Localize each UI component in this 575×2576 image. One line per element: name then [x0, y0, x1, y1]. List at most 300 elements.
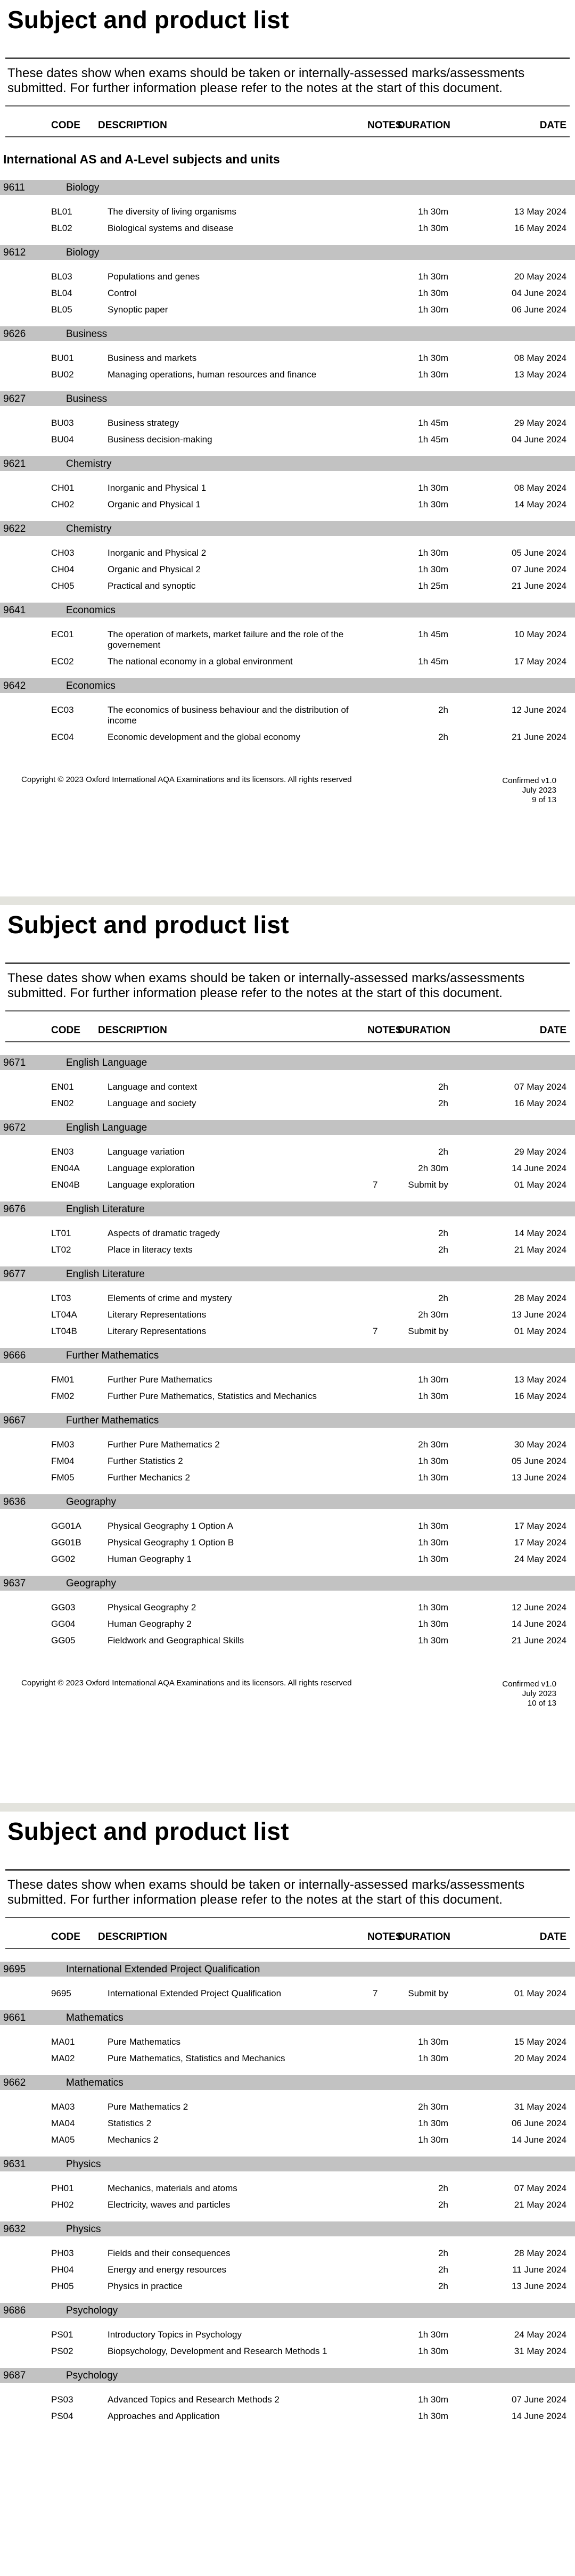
unit-description: Human Geography 1 [108, 1554, 192, 1564]
title-rule [5, 1869, 570, 1871]
unit-description: Inorganic and Physical 1 [108, 483, 207, 493]
subject-band [0, 456, 575, 471]
unit-duration: 1h 30m [418, 1375, 448, 1385]
unit-duration: 1h 30m [418, 1537, 448, 1548]
unit-date: 13 June 2024 [511, 1310, 566, 1320]
unit-code: LT04A [51, 1310, 77, 1320]
subject-band [0, 678, 575, 693]
unit-code: FM03 [51, 1439, 75, 1450]
unit-description: Pure Mathematics [108, 2037, 180, 2047]
unit-date: 30 May 2024 [514, 1439, 566, 1450]
unit-notes: 7 [373, 1326, 378, 1336]
unit-date: 16 May 2024 [514, 1098, 566, 1108]
page-number: 9 of 13 [532, 795, 556, 804]
unit-duration: 1h 30m [418, 2330, 448, 2340]
column-header-notes: NOTES [367, 1025, 402, 1036]
subject-name: Physics [66, 2159, 101, 2170]
unit-duration: 2h 30m [418, 1439, 448, 1450]
subject-name: Geography [66, 1578, 117, 1589]
unit-description: Mechanics, materials and atoms [108, 2183, 237, 2193]
column-header-date: DATE [539, 120, 566, 131]
unit-description: Further Pure Mathematics 2 [108, 1439, 220, 1450]
unit-date: 20 May 2024 [514, 2053, 566, 2063]
unit-description: Human Geography 2 [108, 1619, 192, 1629]
column-header-duration: DURATION [398, 120, 450, 131]
unit-date: 17 May 2024 [514, 656, 566, 666]
unit-description: Control [108, 288, 137, 298]
unit-duration: 2h [438, 705, 448, 715]
subject-band [0, 245, 575, 260]
unit-duration: 1h 45m [418, 629, 448, 639]
subject-code: 9667 [3, 1415, 26, 1426]
unit-code: BL01 [51, 207, 72, 217]
subject-code: 9627 [3, 393, 26, 405]
unit-description: Organic and Physical 1 [108, 499, 201, 509]
subject-code: 9636 [3, 1496, 26, 1508]
unit-duration: 1h 30m [418, 2346, 448, 2356]
unit-date: 17 May 2024 [514, 1537, 566, 1548]
unit-code: PS02 [51, 2346, 73, 2356]
unit-code: CH04 [51, 564, 75, 574]
unit-date: 15 May 2024 [514, 2037, 566, 2047]
unit-duration: 1h 30m [418, 1521, 448, 1531]
header-rule [5, 136, 570, 137]
subject-code: 9632 [3, 2224, 26, 2235]
subject-code: 9677 [3, 1269, 26, 1280]
unit-code: MA01 [51, 2037, 75, 2047]
unit-date: 16 May 2024 [514, 223, 566, 233]
unit-code: LT02 [51, 1245, 71, 1255]
intro-rule [5, 1010, 570, 1011]
column-header-description: DESCRIPTION [98, 1931, 167, 1943]
unit-duration: 1h 30m [418, 2135, 448, 2145]
unit-date: 31 May 2024 [514, 2102, 566, 2112]
unit-code: CH01 [51, 483, 75, 493]
header-rule [5, 1041, 570, 1042]
subject-name: Economics [66, 680, 116, 692]
intro-text: These dates show when exams should be taken or internally-assessed marks/assessments submitted. For further information please refer to the notes at the start of this document. [7, 971, 525, 1000]
unit-description: Further Statistics 2 [108, 1456, 183, 1466]
unit-date: 14 June 2024 [511, 2135, 566, 2145]
unit-date: 01 May 2024 [514, 1180, 566, 1190]
unit-description: The operation of markets, market failure and the role of the governement [108, 629, 344, 650]
unit-date: 13 June 2024 [511, 2281, 566, 2291]
unit-date: 31 May 2024 [514, 2346, 566, 2356]
unit-description: Fieldwork and Geographical Skills [108, 1635, 244, 1645]
column-header-code: CODE [51, 1025, 80, 1036]
unit-duration: 1h 30m [418, 1602, 448, 1612]
unit-code: EC03 [51, 705, 74, 715]
unit-duration: 1h 30m [418, 1635, 448, 1645]
subject-band [0, 180, 575, 195]
unit-code: EC02 [51, 656, 74, 666]
unit-description: Synoptic paper [108, 304, 168, 315]
subject-name: Mathematics [66, 2077, 124, 2088]
page [0, 0, 575, 896]
subject-code: 9687 [3, 2370, 26, 2381]
subject-name: English Literature [66, 1204, 145, 1215]
unit-description: Further Pure Mathematics, Statistics and Mechanics [108, 1391, 317, 1401]
subject-band [0, 1576, 575, 1591]
column-header-duration: DURATION [398, 1931, 450, 1943]
unit-code: EN02 [51, 1098, 74, 1108]
subject-name: Further Mathematics [66, 1415, 159, 1426]
subject-name: Physics [66, 2224, 101, 2235]
unit-date: 04 June 2024 [511, 288, 566, 298]
subject-band [0, 391, 575, 406]
subject-name: Psychology [66, 2370, 118, 2381]
unit-date: 05 June 2024 [511, 548, 566, 558]
unit-date: 13 May 2024 [514, 207, 566, 217]
subject-band [0, 1120, 575, 1135]
unit-code: BU03 [51, 418, 74, 428]
unit-description: Elements of crime and mystery [108, 1293, 232, 1303]
unit-duration: 1h 30m [418, 1472, 448, 1483]
unit-description: Inorganic and Physical 2 [108, 548, 207, 558]
unit-duration: 1h 30m [418, 207, 448, 217]
unit-code: GG03 [51, 1602, 76, 1612]
unit-description: Language and context [108, 1082, 198, 1092]
subject-code: 9662 [3, 2077, 26, 2088]
unit-code: FM04 [51, 1456, 75, 1466]
subject-name: English Language [66, 1057, 147, 1068]
subject-code: 9642 [3, 680, 26, 692]
subject-band [0, 326, 575, 341]
unit-duration: 1h 30m [418, 369, 448, 380]
unit-description: Aspects of dramatic tragedy [108, 1228, 220, 1238]
unit-date: 14 June 2024 [511, 1619, 566, 1629]
unit-date: 01 May 2024 [514, 1988, 566, 1998]
unit-duration: 2h [438, 1228, 448, 1238]
unit-duration: 2h [438, 1245, 448, 1255]
subject-code: 9686 [3, 2305, 26, 2316]
unit-code: CH05 [51, 581, 75, 591]
unit-description: Pure Mathematics 2 [108, 2102, 188, 2112]
unit-code: BL05 [51, 304, 72, 315]
column-header-notes: NOTES [367, 1931, 402, 1943]
unit-date: 12 June 2024 [511, 705, 566, 715]
unit-description: Language exploration [108, 1180, 195, 1190]
subject-band [0, 1348, 575, 1363]
subject-code: 9621 [3, 458, 26, 470]
subject-name: Further Mathematics [66, 1350, 159, 1361]
intro-text: These dates show when exams should be taken or internally-assessed marks/assessments submitted. For further information please refer to the notes at the start of this document. [7, 66, 525, 95]
subject-band [0, 2221, 575, 2236]
unit-code: PH02 [51, 2200, 74, 2210]
column-header-description: DESCRIPTION [98, 1025, 167, 1036]
unit-date: 08 May 2024 [514, 483, 566, 493]
unit-code: LT01 [51, 1228, 71, 1238]
page [0, 1812, 575, 2576]
unit-duration: 2h 30m [418, 1310, 448, 1320]
unit-date: 14 June 2024 [511, 2411, 566, 2421]
unit-description: Physics in practice [108, 2281, 183, 2291]
unit-code: PH01 [51, 2183, 74, 2193]
unit-description: Further Pure Mathematics [108, 1375, 212, 1385]
unit-duration: 2h [438, 2183, 448, 2193]
unit-date: 08 May 2024 [514, 353, 566, 363]
unit-code: GG01A [51, 1521, 81, 1531]
unit-description: Statistics 2 [108, 2118, 152, 2128]
unit-date: 13 May 2024 [514, 1375, 566, 1385]
unit-code: MA04 [51, 2118, 75, 2128]
unit-code: PH04 [51, 2265, 74, 2275]
unit-duration: 1h 30m [418, 548, 448, 558]
unit-description: Populations and genes [108, 271, 200, 282]
subject-band [0, 1055, 575, 1070]
page-gap [0, 1803, 575, 1812]
unit-code: BL04 [51, 288, 72, 298]
unit-duration: 2h [438, 1293, 448, 1303]
subject-name: International Extended Project Qualification [66, 1964, 260, 1975]
unit-date: 16 May 2024 [514, 1391, 566, 1401]
unit-date: 07 June 2024 [511, 564, 566, 574]
unit-code: EN01 [51, 1082, 74, 1092]
column-header-date: DATE [539, 1025, 566, 1036]
unit-date: 21 June 2024 [511, 581, 566, 591]
unit-duration: 1h 30m [418, 1456, 448, 1466]
unit-description: Electricity, waves and particles [108, 2200, 231, 2210]
unit-description: Place in literacy texts [108, 1245, 193, 1255]
unit-code: GG05 [51, 1635, 76, 1645]
unit-duration: 2h 30m [418, 1163, 448, 1173]
header-rule [5, 1948, 570, 1949]
unit-date: 07 June 2024 [511, 2394, 566, 2405]
unit-description: Advanced Topics and Research Methods 2 [108, 2394, 280, 2405]
unit-code: PH03 [51, 2248, 74, 2258]
unit-notes: 7 [373, 1988, 378, 1998]
subject-name: Economics [66, 605, 116, 616]
unit-description: Energy and energy resources [108, 2265, 227, 2275]
unit-description: Pure Mathematics, Statistics and Mechanics [108, 2053, 285, 2063]
confirmed-label: Confirmed v1.0 [502, 1680, 556, 1689]
unit-code: LT04B [51, 1326, 77, 1336]
unit-notes: 7 [373, 1180, 378, 1190]
unit-date: 01 May 2024 [514, 1326, 566, 1336]
unit-date: 13 June 2024 [511, 1472, 566, 1483]
unit-description: Literary Representations [108, 1310, 207, 1320]
subject-code: 9611 [3, 182, 25, 193]
subject-code: 9671 [3, 1057, 26, 1068]
subject-code: 9622 [3, 523, 26, 534]
unit-date: 05 June 2024 [511, 1456, 566, 1466]
unit-code: PS01 [51, 2330, 73, 2340]
page-title: Subject and product list [7, 6, 289, 34]
unit-description: The economics of business behaviour and the distribution of income [108, 705, 349, 726]
unit-duration: 1h 45m [418, 434, 448, 445]
subject-band [0, 1201, 575, 1216]
unit-description: Biopsychology, Development and Research Methods 1 [108, 2346, 327, 2356]
unit-duration: Submit by [408, 1988, 448, 1998]
intro-text: These dates show when exams should be taken or internally-assessed marks/assessments submitted. For further information please refer to the notes at the start of this document. [7, 1878, 525, 1907]
unit-date: 24 May 2024 [514, 1554, 566, 1564]
subject-name: Chemistry [66, 458, 112, 470]
unit-duration: 1h 30m [418, 353, 448, 363]
unit-date: 21 May 2024 [514, 1245, 566, 1255]
unit-description: Managing operations, human resources and finance [108, 369, 317, 380]
subject-code: 9676 [3, 1204, 26, 1215]
subject-band [0, 603, 575, 618]
unit-code: BU04 [51, 434, 74, 445]
unit-date: 10 May 2024 [514, 629, 566, 639]
unit-description: The national economy in a global environment [108, 656, 293, 666]
subject-code: 9641 [3, 605, 26, 616]
unit-date: 04 June 2024 [511, 434, 566, 445]
unit-date: 29 May 2024 [514, 418, 566, 428]
subject-code: 9661 [3, 2012, 26, 2023]
unit-date: 14 May 2024 [514, 499, 566, 509]
unit-description: Language and society [108, 1098, 196, 1108]
subject-name: Mathematics [66, 2012, 124, 2023]
unit-date: 06 June 2024 [511, 304, 566, 315]
unit-code: GG04 [51, 1619, 76, 1629]
subject-name: Psychology [66, 2305, 118, 2316]
unit-duration: 2h [438, 2281, 448, 2291]
unit-duration: 1h 45m [418, 656, 448, 666]
unit-code: EN04A [51, 1163, 80, 1173]
subject-band [0, 2368, 575, 2383]
unit-date: 06 June 2024 [511, 2118, 566, 2128]
unit-duration: 2h [438, 2265, 448, 2275]
column-header-description: DESCRIPTION [98, 120, 167, 131]
subject-code: 9631 [3, 2159, 26, 2170]
unit-date: 21 June 2024 [511, 1635, 566, 1645]
column-header-notes: NOTES [367, 120, 402, 131]
unit-duration: 1h 30m [418, 304, 448, 315]
unit-duration: 1h 30m [418, 564, 448, 574]
unit-code: EC01 [51, 629, 74, 639]
subject-band [0, 2010, 575, 2025]
subject-code: 9672 [3, 1122, 26, 1133]
unit-code: BU01 [51, 353, 74, 363]
unit-code: CH03 [51, 548, 75, 558]
unit-duration: 2h [438, 1082, 448, 1092]
subject-name: Business [66, 328, 108, 340]
unit-code: FM02 [51, 1391, 75, 1401]
unit-date: 11 June 2024 [512, 2265, 566, 2275]
subject-band [0, 1962, 575, 1977]
unit-duration: 1h 45m [418, 418, 448, 428]
unit-duration: 1h 30m [418, 1554, 448, 1564]
unit-duration: 2h [438, 2200, 448, 2210]
unit-code: 9695 [51, 1988, 71, 1998]
unit-code: MA05 [51, 2135, 75, 2145]
unit-duration: 2h [438, 1147, 448, 1157]
subject-band [0, 2075, 575, 2090]
column-header-date: DATE [539, 1931, 566, 1943]
unit-duration: 2h [438, 1098, 448, 1108]
unit-description: Language exploration [108, 1163, 195, 1173]
unit-duration: Submit by [408, 1180, 448, 1190]
footer-month: July 2023 [522, 1689, 556, 1698]
unit-date: 07 May 2024 [514, 2183, 566, 2193]
unit-code: PS03 [51, 2394, 73, 2405]
unit-description: Business and markets [108, 353, 197, 363]
unit-date: 21 June 2024 [511, 732, 566, 742]
unit-date: 12 June 2024 [511, 1602, 566, 1612]
unit-date: 28 May 2024 [514, 2248, 566, 2258]
subject-name: Biology [66, 247, 100, 258]
title-rule [5, 57, 570, 59]
subject-band [0, 1413, 575, 1428]
unit-duration: 1h 30m [418, 288, 448, 298]
intro-rule [5, 1917, 570, 1918]
unit-description: Practical and synoptic [108, 581, 196, 591]
unit-description: Business decision-making [108, 434, 212, 445]
unit-description: Biological systems and disease [108, 223, 234, 233]
unit-date: 20 May 2024 [514, 271, 566, 282]
unit-date: 24 May 2024 [514, 2330, 566, 2340]
subject-name: English Literature [66, 1269, 145, 1280]
unit-duration: 1h 25m [418, 581, 448, 591]
unit-duration: Submit by [408, 1326, 448, 1336]
subject-name: English Language [66, 1122, 147, 1133]
unit-duration: 1h 30m [418, 2037, 448, 2047]
page [0, 905, 575, 1803]
unit-code: PS04 [51, 2411, 73, 2421]
subject-code: 9626 [3, 328, 26, 340]
unit-date: 13 May 2024 [514, 369, 566, 380]
unit-duration: 1h 30m [418, 1391, 448, 1401]
subject-band [0, 1266, 575, 1281]
unit-duration: 1h 30m [418, 271, 448, 282]
unit-duration: 1h 30m [418, 2118, 448, 2128]
unit-code: FM05 [51, 1472, 75, 1483]
unit-date: 14 May 2024 [514, 1228, 566, 1238]
intro-rule [5, 105, 570, 106]
subject-code: 9666 [3, 1350, 26, 1361]
unit-description: Mechanics 2 [108, 2135, 159, 2145]
unit-code: MA02 [51, 2053, 75, 2063]
unit-code: EN04B [51, 1180, 80, 1190]
unit-code: MA03 [51, 2102, 75, 2112]
unit-duration: 1h 30m [418, 2394, 448, 2405]
unit-duration: 2h [438, 2248, 448, 2258]
unit-duration: 2h 30m [418, 2102, 448, 2112]
unit-code: BL02 [51, 223, 72, 233]
unit-code: EN03 [51, 1147, 74, 1157]
confirmed-label: Confirmed v1.0 [502, 776, 556, 785]
unit-code: GG02 [51, 1554, 76, 1564]
subject-code: 9695 [3, 1964, 26, 1975]
section-title: International AS and A-Level subjects and units [3, 152, 280, 166]
subject-band [0, 2157, 575, 2171]
unit-code: FM01 [51, 1375, 75, 1385]
subject-code: 9637 [3, 1578, 26, 1589]
unit-code: BL03 [51, 271, 72, 282]
subject-band [0, 2303, 575, 2318]
column-header-duration: DURATION [398, 1025, 450, 1036]
unit-date: 29 May 2024 [514, 1147, 566, 1157]
footer-month: July 2023 [522, 786, 556, 795]
unit-description: Physical Geography 1 Option A [108, 1521, 234, 1531]
unit-description: Physical Geography 2 [108, 1602, 196, 1612]
unit-date: 07 May 2024 [514, 1082, 566, 1092]
unit-description: The diversity of living organisms [108, 207, 236, 217]
unit-description: Economic development and the global economy [108, 732, 300, 742]
unit-duration: 2h [438, 732, 448, 742]
unit-code: GG01B [51, 1537, 81, 1548]
unit-description: Further Mechanics 2 [108, 1472, 190, 1483]
subject-name: Business [66, 393, 108, 405]
column-header-code: CODE [51, 1931, 80, 1943]
column-header-code: CODE [51, 120, 80, 131]
page-title: Subject and product list [7, 1817, 289, 1845]
page-title: Subject and product list [7, 911, 289, 939]
title-rule [5, 962, 570, 964]
unit-description: Fields and their consequences [108, 2248, 231, 2258]
subject-code: 9612 [3, 247, 26, 258]
